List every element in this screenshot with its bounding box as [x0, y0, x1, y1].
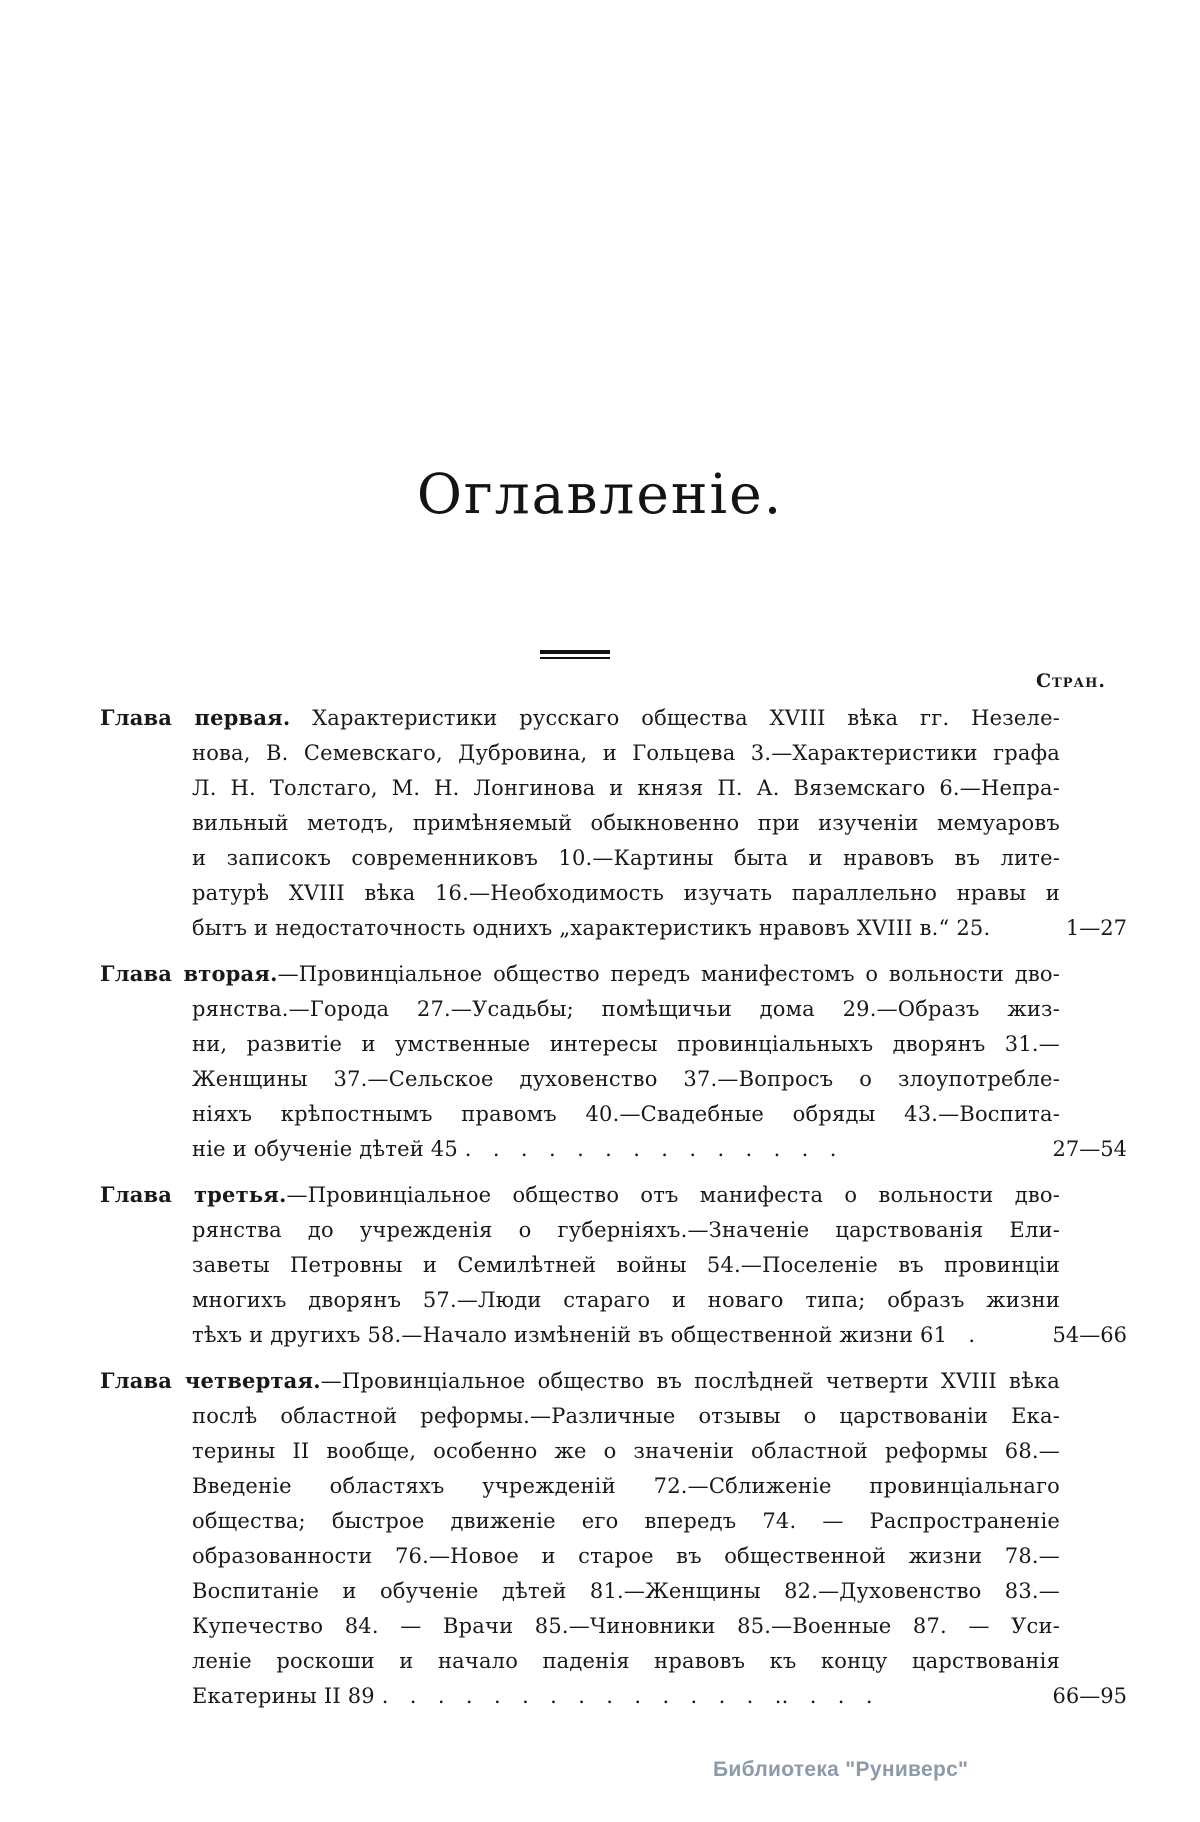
chapter-line: вильный методъ, примѣняемый обыкновенно при изученіи мемуаровъ: [192, 811, 1060, 835]
toc-entry-first-line: [100, 956, 1060, 992]
toc-entry-first-line: [100, 700, 1060, 736]
chapter-line: рянства до учрежденія о губерніяхъ.—Значеніе царствованія Ели-: [192, 1218, 1060, 1242]
chapter-line: Екатерины II 89 . . . . . . . . . . . . . . .. . . .: [192, 1684, 873, 1708]
toc-entry: [100, 1177, 1125, 1353]
chapter-lead: Глава первая.: [100, 705, 291, 730]
chapter-line: —Провинціальное общество въ послѣдней четверти XVIII вѣка: [320, 1369, 1060, 1393]
chapter-line: ратурѣ XVIII вѣка 16.—Необходимость изучать параллельно нравы и: [192, 881, 1060, 905]
chapter-lead: Глава вторая.: [100, 961, 278, 986]
chapter-lead: Глава четвертая.: [100, 1368, 321, 1393]
chapter-line: Купечество 84. — Врачи 85.—Чиновники 85.—Военные 87. — Уси-: [192, 1614, 1060, 1638]
title-divider: [540, 650, 610, 659]
chapter-line: бытъ и недостаточность однихъ „характеристикъ нравовъ XVIII в.“ 25.: [192, 916, 991, 940]
chapter-line: тѣхъ и другихъ 58.—Начало измѣненій въ общественной жизни 61 .: [192, 1323, 976, 1347]
chapter-line: терины II вообще, особенно же о значеніи областной реформы 68.—: [192, 1439, 1060, 1463]
toc-entry-first-line: [100, 1363, 1060, 1399]
chapter-line: ніяхъ крѣпостнымъ правомъ 40.—Свадебные обряды 43.—Воспита-: [192, 1102, 1060, 1126]
chapter-line: ни, развитіе и умственные интересы провинціальныхъ дворянъ 31.—: [192, 1032, 1060, 1056]
chapter-line: и записокъ современниковъ 10.—Картины быта и нравовъ въ лите-: [192, 846, 1060, 870]
toc-entry: [100, 1363, 1125, 1714]
chapter-line: рянства.—Города 27.—Усадьбы; помѣщичьи дома 29.—Образъ жиз-: [192, 997, 1060, 1021]
chapter-line: Л. Н. Толстаго, М. Н. Лонгинова и князя П. А. Вяземскаго 6.—Непра-: [192, 776, 1060, 800]
chapter-line: Характеристики русскаго общества XVIII вѣка гг. Незеле-: [290, 706, 1060, 730]
page-range: 1—27: [1065, 916, 1127, 940]
page-range: 27—54: [1052, 1137, 1127, 1161]
page-column-header: Стран.: [1035, 670, 1106, 692]
chapter-line: леніе роскоши и начало паденія нравовъ къ концу царствованія: [192, 1649, 1060, 1673]
chapter-line: нова, В. Семевскаго, Дубровина, и Гольцева 3.—Характеристики графа: [192, 741, 1060, 765]
chapter-line: послѣ областной реформы.—Различные отзывы о царствованіи Ека-: [192, 1404, 1060, 1428]
chapter-line: Воспитаніе и обученіе дѣтей 81.—Женщины 82.—Духовенство 83.—: [192, 1579, 1060, 1603]
library-watermark: Библиотека "Руниверс": [713, 1758, 969, 1781]
chapter-line: —Провинціальное общество передъ манифестомъ о вольности дво-: [277, 962, 1060, 986]
chapter-line: Введеніе областяхъ учрежденій 72.—Сближеніе провинціальнаго: [192, 1474, 1060, 1498]
toc-entry: [100, 956, 1125, 1167]
chapter-line: заветы Петровны и Семилѣтней войны 54.—Поселеніе въ провинціи: [192, 1253, 1060, 1277]
page-title: Оглавленіе.: [416, 462, 784, 526]
page-range: 54—66: [1052, 1323, 1127, 1347]
toc-entry: [100, 700, 1125, 946]
page-range: 66—95: [1052, 1684, 1127, 1708]
chapter-line: общества; быстрое движеніе его впередъ 74. — Распространеніе: [192, 1509, 1060, 1533]
chapter-line: —Провинціальное общество отъ манифеста о вольности дво-: [286, 1183, 1060, 1207]
chapter-line: образованности 76.—Новое и старое въ общественной жизни 78.—: [192, 1544, 1060, 1568]
chapter-lead: Глава третья.: [100, 1182, 287, 1207]
chapter-line: многихъ дворянъ 57.—Люди стараго и новаго типа; образъ жизни: [192, 1288, 1060, 1312]
toc-entry-first-line: [100, 1177, 1060, 1213]
chapter-line: ніе и обученіе дѣтей 45 . . . . . . . . . . . . . .: [192, 1137, 837, 1161]
toc: [100, 700, 1125, 1724]
chapter-line: Женщины 37.—Сельское духовенство 37.—Вопросъ о злоупотребле-: [192, 1067, 1060, 1091]
